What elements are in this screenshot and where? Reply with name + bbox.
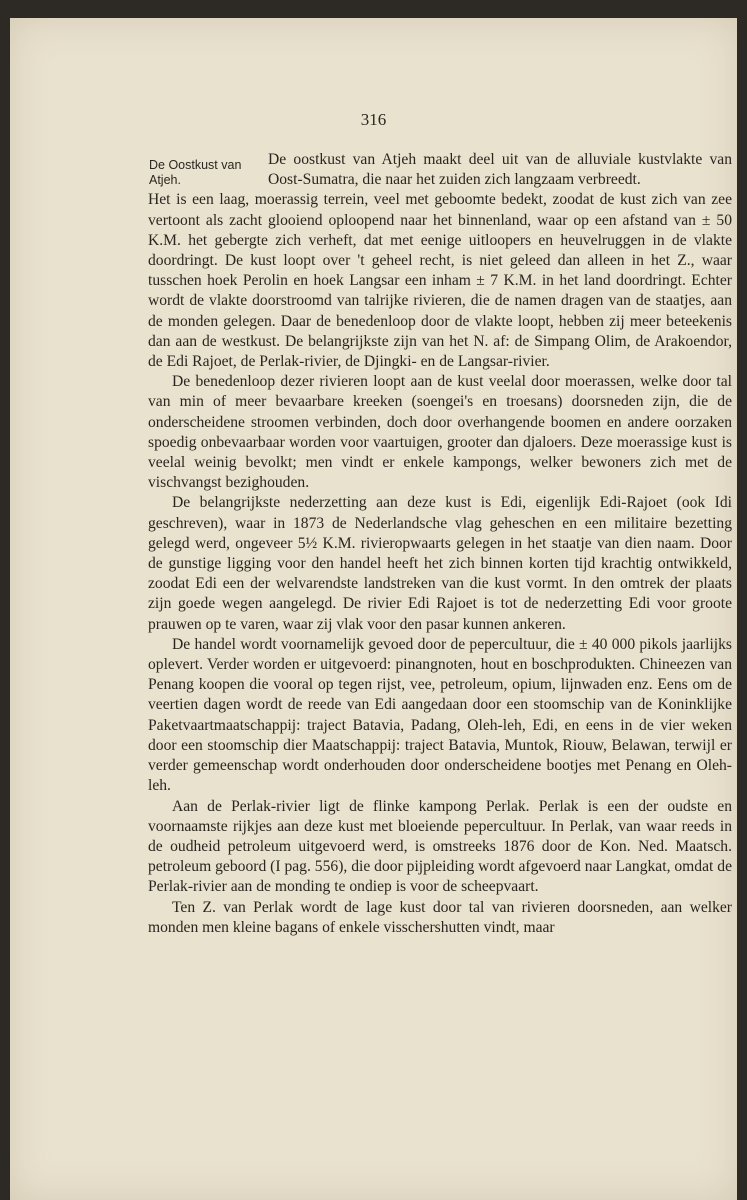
paragraph: Het is een laag, moerassig terrein, veel met geboomte bedekt, zoodat de kust zich van zee vertoont als zacht glooiend oploopend naar het binnenland, waar op een afstand van ± 50 K.M. het gebergte zich verheft, dat met eenige uitloopers en heuvelruggen in de vlakte doordringt. De kust loopt over 't geheel recht, is niet geleed dan alleen in het Z., waar tusschen hoek Perolin en hoek Langsar een inham ± 7 K.M. in het land doordringt. Echter wordt de vlakte doorstroomd van talrijke rivieren, die de namen dragen van de staatjes, aan de monden gelegen. Daar de benedenloop door de vlakte loopt, hebben zij meer beteekenis dan aan de westkust. De belangrijkste zijn van het N. af: de Simpang Olim, de Arakoendor, de Edi Rajoet, de Perlak-rivier, de Djingki- en de Langsar-rivier. <box>148 191 732 371</box>
paragraph: De handel wordt voornamelijk gevoed door de pepercultuur, die ± 40 000 pikols jaarlijks oplevert. Verder worden er uitgevoerd: pinangnoten, hout en boschprodukten. Chineezen van Penang koopen die vooral op tegen rijst, vee, petroleum, opium, lijnwaden enz. Eens om de veertien dagen wordt de reede van Edi aangedaan door een stoomschip van de Koninklijke Paketvaartmaatschappij: traject Batavia, Padang, Oleh-leh, Edi, en eens in de vier weken door een stoomschip dier Maatschappij: traject Batavia, Muntok, Riouw, Belawan, terwijl er verder gemeenschap wordt onderhouden door onderscheidene bootjes met Penang en Oleh-leh. <box>148 635 732 795</box>
paragraph: Ten Z. van Perlak wordt de lage kust door tal van rivieren doorsneden, aan welker monden men kleine bagans of enkele visschershutten vindt, maar <box>148 898 732 936</box>
paragraph: De benedenloop dezer rivieren loopt aan de kust veelal door moerassen, welke door tal van min of meer bevaarbare kreeken (soengei's en troesans) doorsneden zijn, die de onderscheidene stroomen verbinden, doch door overhangende boomen en andere oorzaken spoedig onbevaarbaar worden voor vaartuigen, grooter dan djaloers. Deze moerassige kust is veelal weinig bevolkt; men vindt er enkele kampongs, welker bewoners zich met de vischvangst bezighouden. <box>148 373 732 492</box>
book-page <box>10 18 737 1200</box>
body-text <box>148 150 732 938</box>
page-number: 316 <box>360 110 387 129</box>
paragraph-intro <box>148 150 732 190</box>
paragraph: De belangrijkste nederzetting aan deze kust is Edi, eigenlijk Edi-Rajoet (ook Idi geschreven), waar in 1873 de Nederlandsche vlag geheschen en een militaire bezetting gelegd werd, ongeveer 5½ K.M. rivieropwaarts gelegen in het staatje van dien naam. Door de gunstige ligging voor den handel heeft het zich binnen korten tijd krachtig ontwikkeld, zoodat Edi een der welvarendste landstreken van die kust vormt. In den omtrek der plaats zijn goede wegen aangelegd. De rivier Edi Rajoet is tot de nederzetting Edi voor groote prauwen op te varen, waar zij vlak voor den pasar kunnen ankeren. <box>148 494 732 633</box>
margin-note: De Oostkust van Atjeh. <box>149 158 242 187</box>
intro-text: De oostkust van Atjeh maakt deel uit van de alluviale kustvlakte van Oost-Sumatra, die naar het zuiden zich langzaam verbreedt. <box>268 151 732 189</box>
paragraph: Aan de Perlak-rivier ligt de flinke kampong Perlak. Perlak is een der oudste en voornaamste rijkjes aan deze kust met bloeiende pepercultuur. In Perlak, van waar reeds in de oudheid petroleum uitgevoerd werd, is omstreeks 1876 door de Kon. Ned. Maatsch. petroleum geboord (I pag. 556), die door pijpleiding wordt afgevoerd naar Langkat, omdat de Perlak-rivier aan de monding te ondiep is voor de scheepvaart. <box>148 797 732 896</box>
